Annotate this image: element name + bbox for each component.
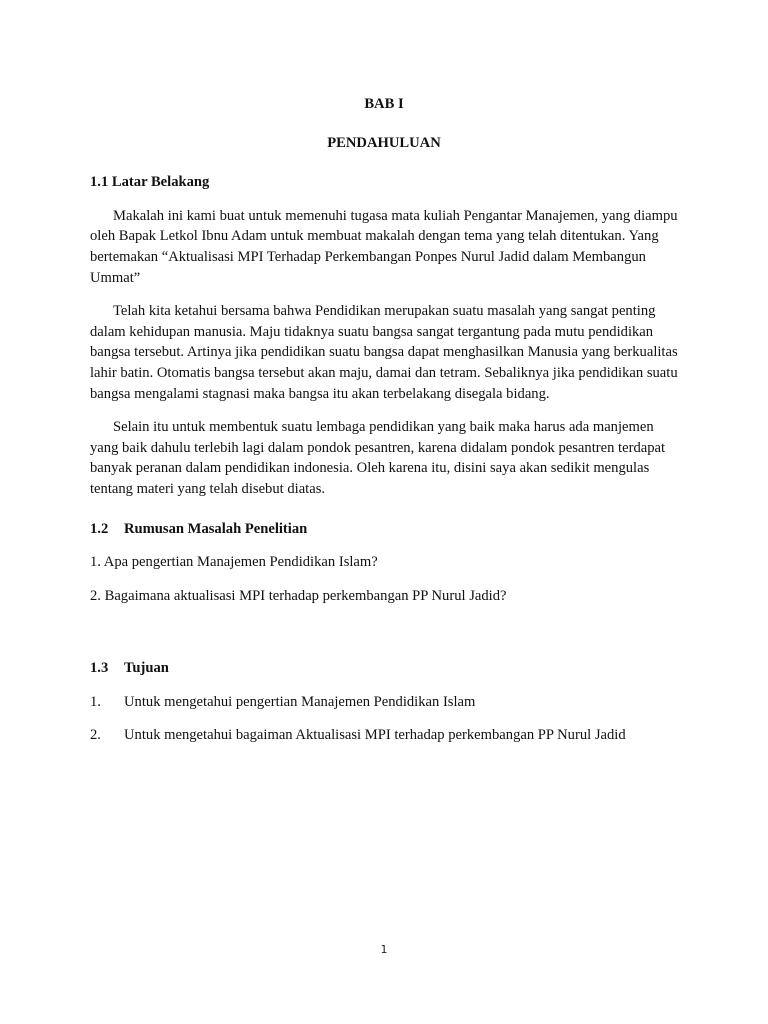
goal-text: Untuk mengetahui bagaiman Aktualisasi MPI terhadap perkembangan PP Nurul Jadid bbox=[124, 727, 626, 744]
paragraph-latar-2: Telah kita ketahui bersama bahwa Pendidikan merupakan suatu masalah yang sangat penting dalam kehidupan manusia. Maju tidaknya suatu bangsa sangat tergantung pada mutu pendidikan bangsa tersebut. Artinya jika pendidikan suatu bangsa dapat menghasilkan Manusia yang berkualitas lahir batin. Otomatis bangsa tersebut akan maju, damai dan tetram. Sebaliknya jika pendidikan suatu bangsa mengalami stagnasi maka bangsa itu akan terbelakang disegala bidang. bbox=[90, 303, 678, 402]
section-heading-rumusan-masalah bbox=[90, 519, 678, 540]
paragraph-latar-1: Makalah ini kami buat untuk memenuhi tugasa mata kuliah Pengantar Manajemen, yang diampu oleh Bapak Letkol Ibnu Adam untuk membuat makalah dengan tema yang telah ditentukan. Yang bertemakan “Aktualisasi MPI Terhadap Perkembangan Ponpes Nurul Jadid dalam Membangun Ummat” bbox=[90, 207, 678, 286]
question-item-1: 1. Apa pengertian Manajemen Pendidikan Islam? bbox=[90, 554, 378, 571]
section-number: 1.3 bbox=[90, 660, 109, 677]
goal-item-1 bbox=[90, 692, 678, 713]
chapter-title: PENDAHULUAN bbox=[327, 134, 441, 151]
chapter-label: BAB I bbox=[364, 96, 404, 112]
page-content bbox=[90, 94, 678, 746]
goal-item-2 bbox=[90, 725, 678, 746]
section-title: Tujuan bbox=[124, 660, 169, 677]
goal-text: Untuk mengetahui pengertian Manajemen Pendidikan Islam bbox=[124, 693, 476, 710]
paragraph-latar-3: Selain itu untuk membentuk suatu lembaga pendidikan yang baik maka harus ada manjemen yang baik dahulu terlebih lagi dalam pondok pesantren, karena didalam pondok pesantren terdapat banyak peranan dalam pendidikan indonesia. Oleh karena itu, disini saya akan sedikit mengulas tentang materi yang telah disebut diatas. bbox=[90, 419, 666, 497]
section-heading-latar-belakang: 1.1 Latar Belakang bbox=[90, 174, 210, 191]
section-heading-tujuan bbox=[90, 658, 678, 679]
section-title: Rumusan Masalah Penelitian bbox=[124, 520, 308, 537]
goal-number: 1. bbox=[90, 693, 101, 710]
goal-number: 2. bbox=[90, 727, 101, 744]
question-item-2: 2. Bagaimana aktualisasi MPI terhadap perkembangan PP Nurul Jadid? bbox=[90, 587, 507, 604]
page-number: 1 bbox=[380, 943, 388, 956]
section-number: 1.2 bbox=[90, 520, 109, 537]
vertical-spacer bbox=[90, 606, 678, 639]
